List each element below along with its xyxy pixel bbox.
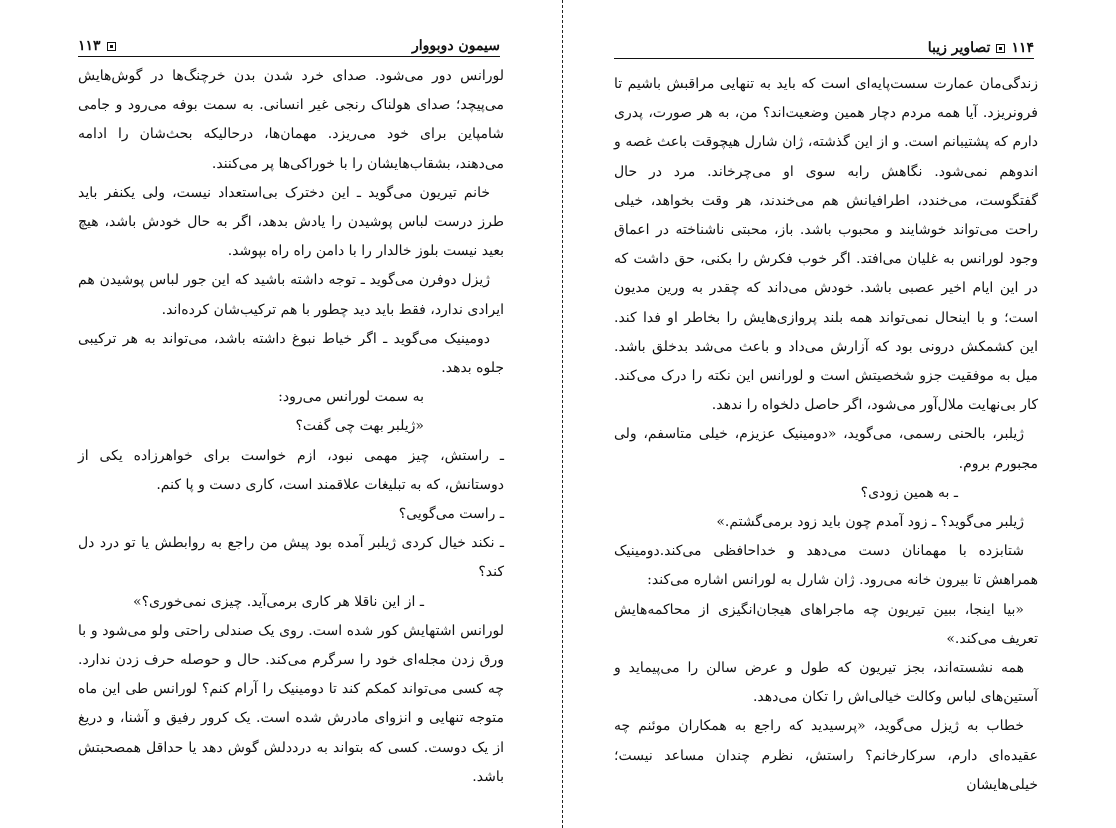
paragraph: ـ راست می‌گویی؟: [398, 506, 504, 523]
paragraph: ـ از این ناقلا هر کاری برمی‌آید. چیزی نمی‌خوری؟»: [133, 593, 424, 610]
paragraph: شتابزده با مهمانان دست می‌دهد و خداحافظی می‌کند.دومینیک همراهش تا بیرون خانه می‌رود. ژان شارل به لورانس اشاره می‌کند:: [614, 543, 1038, 589]
paragraph: دومینیک می‌گوید ـ اگر خیاط نبوغ داشته باشد، می‌تواند به هر ترکیبی جلوه بدهد.: [78, 330, 504, 377]
paragraph: لورانس دور می‌شود. صدای خرد شدن بدن خرچنگ‌ها در گوش‌هایش می‌پیچد؛ صدای هولناک رنجی غیر انسانی. به سمت بوفه می‌رود و جامی شامپاین برای خود می‌ریزد. مهمان‌ها، درحالیکه بحث‌شان را ادامه می‌دهند، بشقاب‌هایشان را با خوراکی‌ها پر می‌کنند.: [78, 68, 504, 172]
paragraph: زندگی‌مان عمارت سست‌پایه‌ای است که باید به تنهایی مراقبش باشیم تا فرونریزد. آیا همه مردم دچار همین وضعیت‌اند؟ من، به هر صورت، پدری دارم که پشتیبانم است. و از این گذشته، ژان شارل هیچوقت باعث غصه و اندوهم نمی‌شود. نگاهش رابه سوی او می‌چرخاند. مرد در حال گفتگوست، می‌خندد، اطرافیانش هم می‌خندند، هر وقت بخواهد، خیلی راحت می‌تواند خوشایند و محبوب باشد. باز، محبتی ناشناخته در اعماق وجود لورانس به غلیان می‌افتد. اگر خوب فکرش را بکنی، حق داشت که در این ایام اخیر عصبی باشد. خودش می‌داند که چقدر به ورین مدیون است؛ و با اینحال نمی‌تواند همه بلند پروازی‌هایش را بخاطر او فدا کند. این کشمکش درونی بود که آزارش می‌داد و باعث می‌شد بدخلق باشد. میل به موفقیت جزو شخصیتش است و لورانس این نکته را درک می‌کند. کار بی‌نهایت ملال‌آور می‌شود، اگر حاصل دلخواه را ندهد.: [614, 76, 1038, 414]
left-page-body: [78, 62, 504, 792]
right-page-number: ۱۱۴: [1011, 40, 1034, 56]
left-page-number: ۱۱۳: [78, 38, 101, 54]
paragraph: لورانس اشتهایش کور شده است. روی یک صندلی راحتی ولو می‌شود و با ورق زدن مجله‌ای خود را سرگرم می‌کند. حال و حوصله حرف زدن ندارد. چه کسی می‌تواند کمکم کند تا دومینیک را آرام کنم؟ لورانس طی این ماه متوجه تنهایی و انزوای مادرش شده است. یک کرور رفیق و آشنا، و دریغ از یک دوست. کسی که بتواند به درددلش گوش دهد یا حداقل همصحبتش باشد.: [78, 622, 504, 785]
paragraph: خطاب به ژیزل می‌گوید، «پرسیدید که راجع به همکاران موئنم چه عقیده‌ای دارم، سرکارخانم؟ راستش، نظرم چندان مساعد نیست؛ خیلی‌هایشان: [614, 718, 1038, 793]
left-page-header: [78, 38, 500, 57]
paragraph: ـ به همین زودی؟: [860, 484, 958, 501]
left-page-number-group: [78, 38, 116, 54]
paragraph: ژیلبر، بالحنی رسمی، می‌گوید، «دومینیک عزیزم، خیلی متاسفم، ولی مجبورم بروم.: [614, 426, 1038, 472]
paragraph: ژیلبر می‌گوید؟ ـ زود آمدم چون باید زود برمی‌گشتم.»: [716, 514, 1024, 531]
right-running-title: تصاویر زیبا: [927, 40, 991, 56]
paragraph: همه نشسته‌اند، بجز تیریون که طول و عرض سالن را می‌پیماید و آستین‌های لباس وکالت خیالی‌اش را تکان می‌دهد.: [614, 660, 1038, 706]
right-page-header: [614, 40, 1034, 59]
paragraph: ژیزل دوفرن می‌گوید ـ توجه داشته باشید که این جور لباس پوشیدن هم ایرادی ندارد، فقط باید دید چطور با هم ترکیب‌شان کرده‌اند.: [78, 272, 504, 318]
paragraph: به سمت لورانس می‌رود:: [278, 389, 424, 406]
square-ornament-icon: [107, 42, 116, 51]
right-page: [558, 0, 1116, 828]
left-running-title: سیمون دوبووار: [412, 38, 500, 54]
paragraph: «ژیلبر بهت چی گفت؟: [295, 418, 424, 435]
paragraph: ـ نکند خیال کردی ژیلبر آمده بود پیش من راجع به روابطش یا تو درد دل کند؟: [78, 535, 504, 581]
paragraph: ـ راستش، چیز مهمی نبود، ازم خواست برای خواهرزاده یکی از دوستانش، که به تبلیغات علاقمند است، کاری دست و پا کنم.: [78, 447, 504, 493]
right-page-body: [614, 70, 1038, 800]
right-page-number-group: [928, 40, 1034, 56]
paragraph: «بیا اینجا، ببین تیریون چه ماجراهای هیجان‌انگیزی از محاکمه‌هایش تعریف می‌کند.»: [614, 601, 1038, 647]
paragraph: خانم تیریون می‌گوید ـ این دخترک بی‌استعداد نیست، ولی یکنفر باید طرز درست لباس پوشیدن را یادش بدهد، اگر به حال خودش باشد، هیچ بعید نیست بلوز خالدار را با دامن راه راه بپوشد.: [78, 184, 504, 260]
square-ornament-icon: [996, 44, 1005, 53]
